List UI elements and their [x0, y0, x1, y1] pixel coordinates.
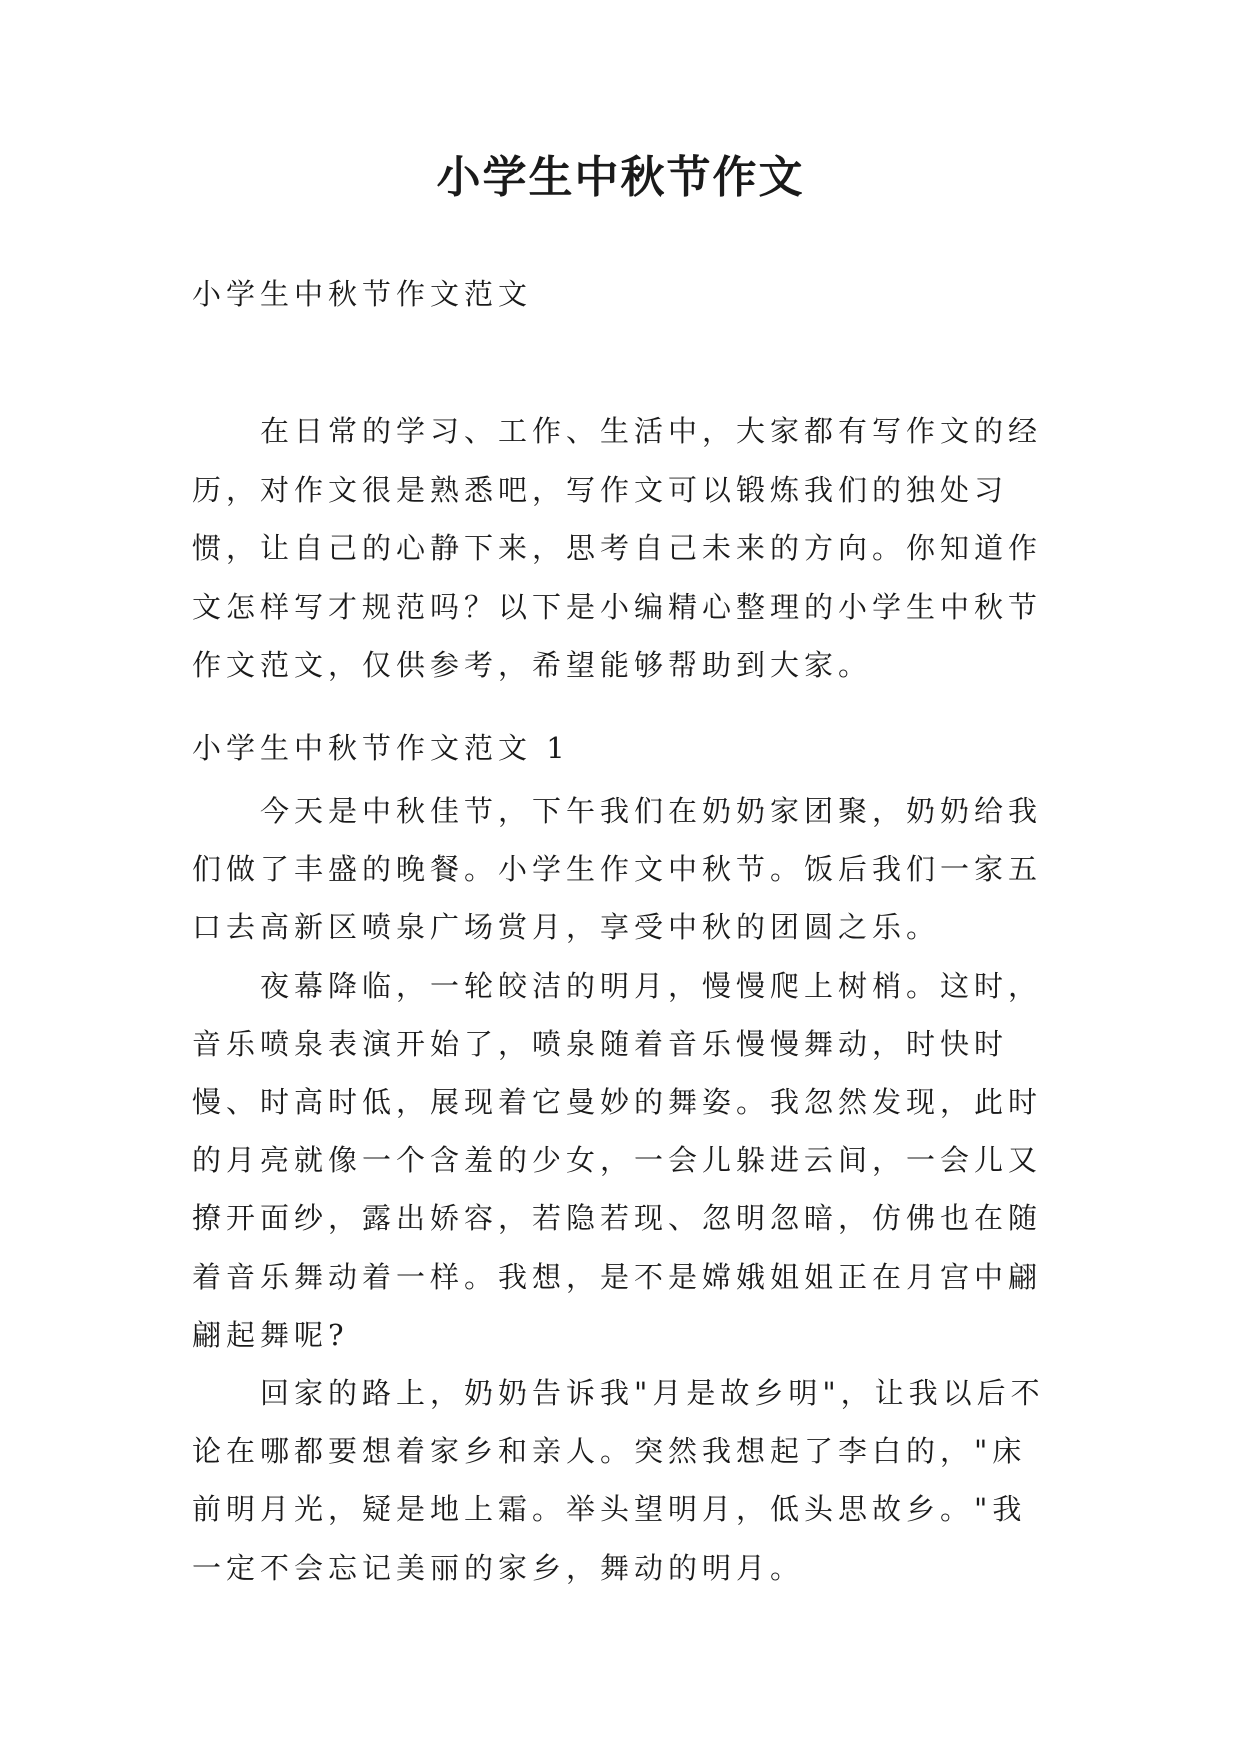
essay-paragraph: 夜幕降临，一轮皎洁的明月，慢慢爬上树梢。这时，音乐喷泉表演开始了，喷泉随着音乐慢慢舞动，时快时慢、时高时低，展现着它曼妙的舞姿。我忽然发现，此时的月亮就像一个含羞的少女，一会儿躲进云间，一会儿又撩开面纱，露出娇容，若隐若现、忽明忽暗，仿佛也在随着音乐舞动着一样。我想，是不是嫦娥姐姐正在月宫中翩翩起舞呢? — [192, 968, 1043, 1352]
essay-paragraph: 回家的路上，奶奶告诉我"月是故乡明"，让我以后不论在哪都要想着家乡和亲人。突然我想起了李白的，"床前明月光，疑是地上霜。举头望明月，低头思故乡。"我一定不会忘记美丽的家乡，舞动的明月。 — [192, 1376, 1045, 1585]
essay-body — [192, 782, 1056, 1597]
essay-paragraph: 今天是中秋佳节，下午我们在奶奶家团聚，奶奶给我们做了丰盛的晚餐。小学生作文中秋节。饭后我们一家五口去高新区喷泉广场赏月，享受中秋的团圆之乐。 — [192, 794, 1043, 945]
document-title: 小学生中秋节作文 — [436, 152, 805, 203]
intro-section — [192, 402, 1056, 695]
document-subtitle: 小学生中秋节作文范文 — [192, 277, 533, 311]
intro-paragraph: 在日常的学习、工作、生活中，大家都有写作文的经历，对作文很是熟悉吧，写作文可以锻炼我们的独处习惯，让自己的心静下来，思考自己未来的方向。你知道作文怎样写才规范吗？以下是小编精心整理的小学生中秋节作文范文，仅供参考，希望能够帮助到大家。 — [192, 414, 1043, 682]
essay-heading: 小学生中秋节作文范文 1 — [192, 731, 570, 765]
